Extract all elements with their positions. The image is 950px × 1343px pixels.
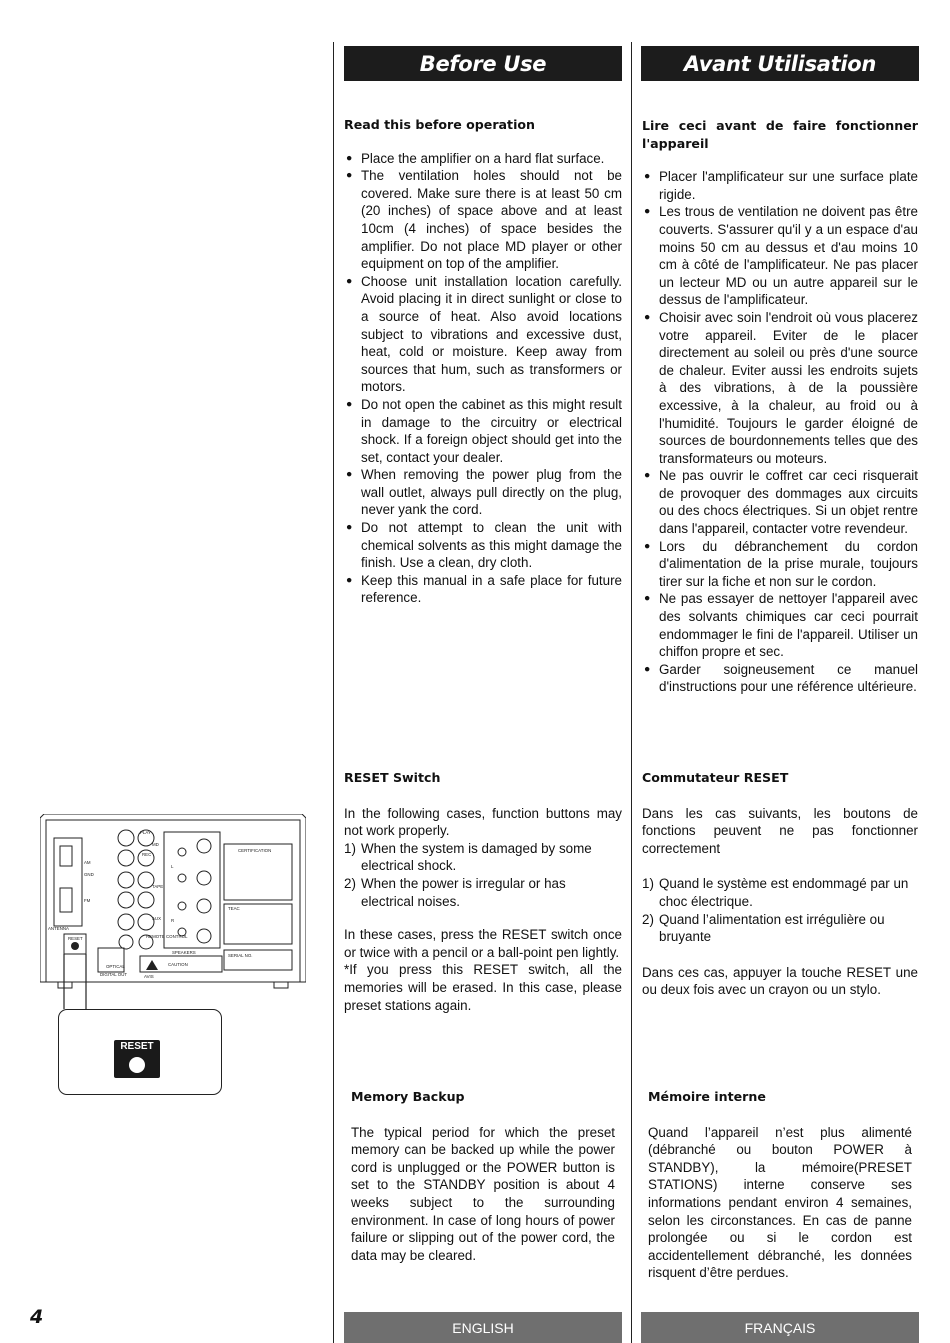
french-read-title: Lire ceci avant de faire fonctionner l'appareil bbox=[642, 118, 918, 151]
label-right: R bbox=[171, 918, 175, 923]
list-item: ● Ne pas essayer de nettoyer l'appareil avec des solvants chimiques car ceci pourrait endommager le fini de l'appareil. Utiliser un chiffon propre et sec. bbox=[642, 590, 918, 660]
english-memory-text: The typical period for which the preset memory can be backed up while the power cord is unplugged or the POWER button is set to the STANDBY position is about 4 weeks subject to the surrounding environment. In case of long hours of power failure or slipping out of the power cord, the data may be cleared. bbox=[351, 1124, 615, 1263]
section-header-french: Avant Utilisation bbox=[641, 46, 919, 81]
list-item: ● Choisir avec soin l'endroit où vous placerez votre appareil. Eviter de le placer directement au soleil ou près d'une source de chaleur. Eviter aussi les endroits sujets à des vibrations, à de la poussière excessive, à la chaleur, au froid ou à l'humidité. Toujours le garder éloigné de sources de bourdonnements telles que des transformateurs ou moteurs. bbox=[642, 309, 918, 467]
list-item: 2) When the power is irregular or has electrical noises. bbox=[344, 875, 566, 909]
english-memory-title: Memory Backup bbox=[351, 1089, 465, 1104]
label-antenna: ANTENNA bbox=[48, 926, 69, 931]
list-item: ● Les trous de ventilation ne doivent pas être couverts. S'assurer qu'il y a un espace d'au moins 50 cm au dessus et d'au moins 10 cm à côté de l'amplificateur. Ne pas placer un lecteur MD ou un autre appareil sur le dessus de l'amplificateur. bbox=[642, 203, 918, 309]
list-item: ● Placer l'amplificateur sur une surface plate rigide. bbox=[642, 168, 918, 203]
english-reset-note: *If you press this RESET switch, all the memories will be erased. In this case, please preset stations again. bbox=[344, 962, 622, 1013]
english-reset-title: RESET Switch bbox=[344, 770, 441, 785]
label-left: L bbox=[171, 864, 174, 869]
label-gnd: GND bbox=[84, 872, 94, 877]
label-tape: TAPE bbox=[152, 884, 164, 889]
label-remote-control: REMOTE CONTROL bbox=[146, 934, 188, 939]
list-item: ● Garder soigneusement ce manuel d'instructions pour une référence ultérieure. bbox=[642, 661, 918, 696]
label-serial-no: SERIAL NO. bbox=[228, 953, 253, 958]
footer-english: ENGLISH bbox=[344, 1312, 622, 1343]
list-item: 1) When the system is damaged by some electrical shock. bbox=[344, 840, 592, 874]
english-read-title: Read this before operation bbox=[344, 117, 536, 132]
label-aux: AUX bbox=[152, 916, 162, 921]
list-item: ● Do not open the cabinet as this might result in damage to the circuitry or electrical shock. If a foreign object should get into the set, contact your dealer. bbox=[344, 396, 622, 466]
list-item: ● When removing the power plug from the wall outlet, always pull directly on the plug, never yank the cord. bbox=[344, 466, 622, 519]
label-avis: AVIS bbox=[144, 974, 154, 979]
label-am: AM bbox=[84, 860, 91, 865]
list-item: ● Do not attempt to clean the unit with chemical solvents as this might damage the finish. Use a clean, dry cloth. bbox=[344, 519, 622, 572]
reset-callout-label: RESET bbox=[120, 1041, 154, 1052]
list-item: 2) Quand l’alimentation est irrégulière ou bruyante bbox=[642, 911, 885, 945]
list-item: ● Ne pas ouvrir le coffret car ceci risquerait de provoquer des dommages aux circuits ou des chocs électriques. Si un objet rentre dans l'appareil, contacter votre revendeur. bbox=[642, 467, 918, 537]
label-fm: FM bbox=[84, 898, 91, 903]
french-reset-intro: Dans les cas suivants, les boutons de fonctions peuvent ne pas fonctionner correctement bbox=[642, 805, 918, 856]
list-item: 1) Quand le système est endommagé par un choc électrique. bbox=[642, 876, 909, 909]
french-reset-title: Commutateur RESET bbox=[642, 770, 789, 785]
label-reset: RESET bbox=[68, 936, 83, 941]
list-item: ● Lors du débranchement du cordon d'alimentation de la prise murale, toujours tirer sur la fiche et non sur le cordon. bbox=[642, 538, 918, 591]
label-md: MD bbox=[152, 842, 159, 847]
french-reset-action: Dans ces cas, appuyer la touche RESET une ou deux fois avec un crayon ou un stylo. bbox=[642, 964, 918, 998]
french-memory-title: Mémoire interne bbox=[648, 1089, 766, 1104]
list-item: ● The ventilation holes should not be covered. Make sure there is at least 50 cm (20 inches) of space above and at least 10cm (4 inches) of space besides the amplifier. Do not place MD player or other equipment on top of the amplifier. bbox=[344, 167, 622, 273]
label-digital-out: DIGITAL OUT bbox=[100, 972, 128, 977]
label-optical: OPTICAL bbox=[106, 964, 125, 969]
label-teac: TEAC bbox=[228, 906, 240, 911]
label-speakers: SPEAKERS bbox=[172, 950, 196, 955]
label-play: PLAY bbox=[140, 830, 151, 835]
reset-button-icon bbox=[129, 1057, 145, 1073]
english-reset-intro: In the following cases, function buttons may not work properly. bbox=[344, 805, 622, 839]
reset-button bbox=[114, 1040, 160, 1078]
list-item: ● Keep this manual in a safe place for future reference. bbox=[344, 572, 622, 607]
section-header-english: Before Use bbox=[344, 46, 622, 81]
footer-french: FRANÇAIS bbox=[641, 1312, 919, 1343]
list-item: ● Choose unit installation location carefully. Avoid placing it in direct sunlight or close to a source of heat. Also avoid locations subject to vibrations and excessive dust, heat, cold or moisture. Keep away from sources that hum, such as transformers or motors. bbox=[344, 273, 622, 396]
french-memory-text: Quand l’appareil n’est plus alimenté (débranché ou bouton POWER à STANDBY), la mémoire(PRESET STATIONS) interne conserve ses informations pendant environ 4 semaines, selon les circonstances. En cas de panne prolongée ou si le cordon est accidentellement débranché, les données risquent d’être perdues. bbox=[648, 1124, 912, 1281]
label-certification: CERTIFICATION bbox=[238, 848, 272, 853]
english-reset-action: In these cases, press the RESET switch once or twice with a pencil or a ball-point pen lightly. bbox=[344, 927, 622, 960]
page-number: 4 bbox=[30, 1306, 44, 1328]
label-caution: CAUTION bbox=[168, 962, 188, 967]
label-rec: REC bbox=[142, 852, 152, 857]
list-item: ● Place the amplifier on a hard flat surface. bbox=[344, 150, 622, 168]
